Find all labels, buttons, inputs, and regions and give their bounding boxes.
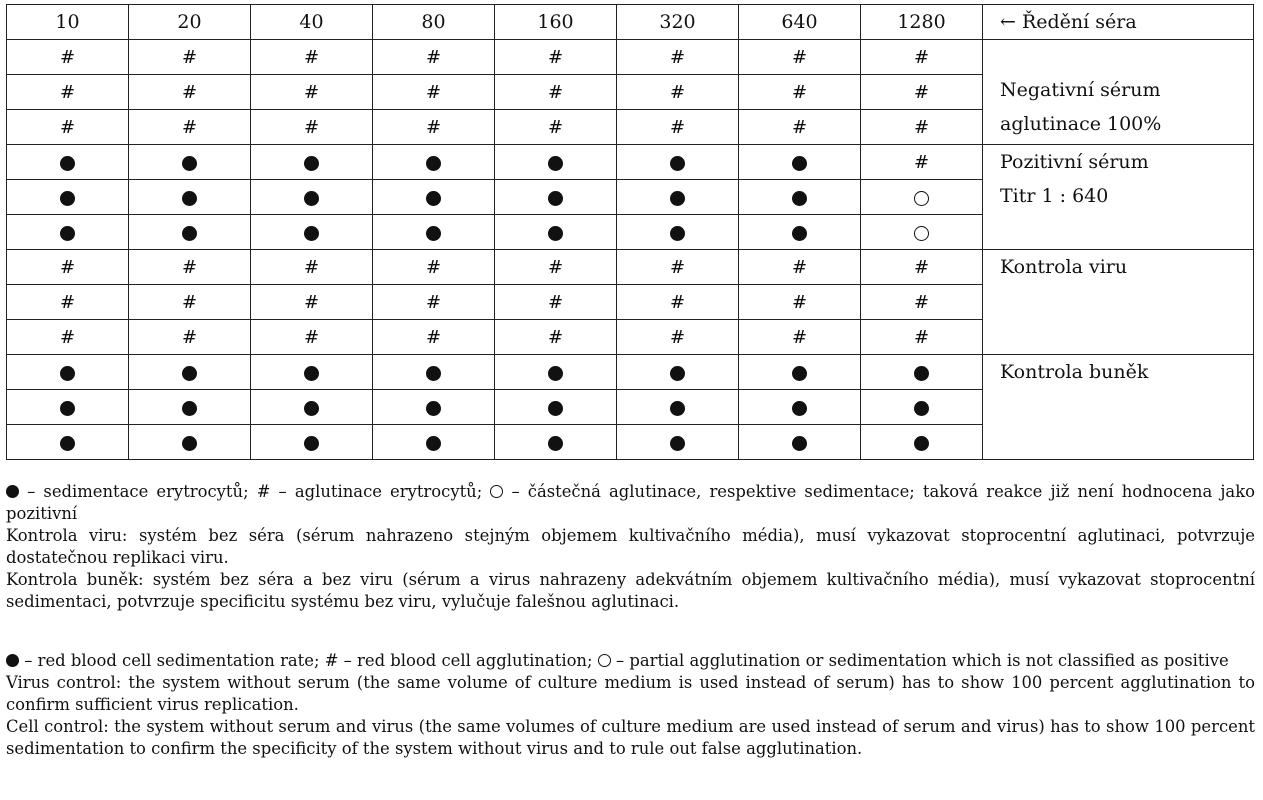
- well-cell: [861, 110, 983, 145]
- well-cell: [251, 250, 373, 285]
- agglutination-hash-symbol: #: [59, 47, 76, 69]
- serum-dilution-label: ← Ředění séra: [983, 5, 1254, 40]
- dilution-header-cell: 80: [373, 5, 495, 40]
- filled-circle-icon: [670, 401, 685, 416]
- well-cell: [495, 215, 617, 250]
- agglutination-hash-symbol: #: [303, 47, 320, 69]
- well-cell: [495, 180, 617, 215]
- well-cell: [373, 145, 495, 180]
- group-label-2: [983, 250, 1254, 355]
- well-cell: [861, 180, 983, 215]
- agglutination-hash-symbol: #: [913, 47, 930, 69]
- table-row: [7, 355, 1254, 390]
- agglutination-hash-symbol: #: [791, 117, 808, 139]
- filled-circle-icon: [182, 191, 197, 206]
- filled-circle-icon: [60, 226, 75, 241]
- dilution-header-cell: 640: [739, 5, 861, 40]
- well-cell: [129, 110, 251, 145]
- filled-circle-icon: [548, 436, 563, 451]
- well-cell: [251, 355, 373, 390]
- filled-circle-icon: [914, 401, 929, 416]
- filled-circle-icon: [182, 401, 197, 416]
- well-cell: [739, 390, 861, 425]
- group-label-3: [983, 355, 1254, 460]
- well-cell: [861, 75, 983, 110]
- notes-english: [6, 650, 1255, 760]
- legend-english: [6, 650, 1255, 672]
- agglutination-hash-symbol: #: [913, 327, 930, 349]
- well-cell: [373, 425, 495, 460]
- well-cell: [251, 75, 373, 110]
- notes-czech: [6, 481, 1255, 613]
- group-label-line: Negativní sérum: [1000, 79, 1161, 101]
- well-cell: [373, 40, 495, 75]
- filled-circle-icon: [426, 226, 441, 241]
- well-cell: [861, 40, 983, 75]
- agglutination-hash-symbol: #: [303, 82, 320, 104]
- agglutination-hash-symbol: #: [547, 327, 564, 349]
- well-cell: [739, 40, 861, 75]
- well-cell: [495, 425, 617, 460]
- filled-circle-icon: [426, 436, 441, 451]
- agglutination-hash-symbol: #: [913, 152, 930, 174]
- well-cell: [739, 425, 861, 460]
- dilution-header-cell: 20: [129, 5, 251, 40]
- well-cell: [373, 215, 495, 250]
- agglutination-hash-symbol: #: [791, 257, 808, 279]
- well-cell: [739, 355, 861, 390]
- well-cell: [7, 75, 129, 110]
- group-label-1: [983, 145, 1254, 250]
- filled-circle-icon: [60, 191, 75, 206]
- filled-circle-icon: [426, 156, 441, 171]
- well-cell: [495, 390, 617, 425]
- filled-circle-icon: [60, 156, 75, 171]
- well-cell: [7, 215, 129, 250]
- agglutination-hash-symbol: #: [913, 82, 930, 104]
- well-cell: [251, 390, 373, 425]
- filled-circle-icon: [60, 366, 75, 381]
- well-cell: [7, 425, 129, 460]
- agglutination-hash-symbol: #: [547, 117, 564, 139]
- agglutination-hash-symbol: #: [913, 292, 930, 314]
- well-cell: [373, 320, 495, 355]
- filled-circle-icon: [182, 366, 197, 381]
- well-cell: [739, 75, 861, 110]
- agglutination-hash-symbol: #: [669, 117, 686, 139]
- agglutination-hash-symbol: #: [181, 292, 198, 314]
- well-cell: [739, 145, 861, 180]
- well-cell: [495, 110, 617, 145]
- well-cell: [739, 215, 861, 250]
- filled-circle-icon: [914, 436, 929, 451]
- dilution-header-cell: 40: [251, 5, 373, 40]
- well-cell: [129, 355, 251, 390]
- well-cell: [251, 215, 373, 250]
- well-cell: [7, 40, 129, 75]
- filled-circle-icon: [304, 226, 319, 241]
- dilution-header-cell: 10: [7, 5, 129, 40]
- well-cell: [739, 180, 861, 215]
- well-cell: [251, 425, 373, 460]
- filled-circle-icon: [304, 436, 319, 451]
- filled-circle-icon: [548, 226, 563, 241]
- filled-circle-icon: [304, 401, 319, 416]
- well-cell: [495, 250, 617, 285]
- filled-circle-icon: [670, 436, 685, 451]
- well-cell: [861, 250, 983, 285]
- filled-circle-icon: [792, 191, 807, 206]
- filled-circle-icon: [548, 156, 563, 171]
- agglutination-hash-symbol: #: [59, 327, 76, 349]
- filled-circle-icon: [792, 436, 807, 451]
- well-cell: [617, 215, 739, 250]
- agglutination-hash-symbol: #: [669, 292, 686, 314]
- agglutination-hash-symbol: #: [547, 82, 564, 104]
- well-cell: [373, 390, 495, 425]
- well-cell: [129, 40, 251, 75]
- well-cell: [251, 145, 373, 180]
- hemagglutination-inhibition-table-wrap: [6, 4, 1253, 462]
- filled-circle-icon: [792, 226, 807, 241]
- agglutination-hash-symbol: #: [669, 327, 686, 349]
- well-cell: [861, 285, 983, 320]
- table-row: [7, 250, 1254, 285]
- dilution-header-cell: 1280: [861, 5, 983, 40]
- filled-circle-icon: [670, 191, 685, 206]
- well-cell: [617, 40, 739, 75]
- well-cell: [251, 110, 373, 145]
- agglutination-hash-symbol: #: [791, 292, 808, 314]
- legend-czech: [6, 481, 1255, 525]
- filled-circle-icon: [792, 366, 807, 381]
- filled-circle-icon: [670, 226, 685, 241]
- well-cell: [617, 180, 739, 215]
- well-cell: [861, 145, 983, 180]
- agglutination-hash-symbol: #: [547, 47, 564, 69]
- agglutination-hash-symbol: #: [791, 47, 808, 69]
- well-cell: [251, 180, 373, 215]
- well-cell: [129, 285, 251, 320]
- agglutination-hash-symbol: #: [303, 117, 320, 139]
- well-cell: [373, 355, 495, 390]
- open-circle-icon: [598, 654, 611, 667]
- agglutination-hash-symbol: #: [669, 82, 686, 104]
- group-label-0: [983, 40, 1254, 145]
- filled-circle-icon: [548, 366, 563, 381]
- well-cell: [617, 320, 739, 355]
- open-circle-icon: [914, 191, 929, 206]
- filled-circle-icon: [60, 436, 75, 451]
- well-cell: [373, 250, 495, 285]
- hemagglutination-inhibition-table: [6, 4, 1254, 460]
- well-cell: [7, 145, 129, 180]
- well-cell: [129, 180, 251, 215]
- agglutination-hash-symbol: #: [425, 82, 442, 104]
- agglutination-hash-symbol: #: [59, 257, 76, 279]
- well-cell: [495, 355, 617, 390]
- well-cell: [495, 320, 617, 355]
- filled-circle-icon: [304, 156, 319, 171]
- legend-czech-tail: – částečná aglutinace, respektive sedimentace; taková reakce již není hodnocena jako pozitivní: [6, 482, 1256, 523]
- well-cell: [7, 250, 129, 285]
- filled-circle-icon: [60, 401, 75, 416]
- agglutination-hash-symbol: #: [547, 257, 564, 279]
- open-circle-icon: [914, 226, 929, 241]
- agglutination-hash-symbol: #: [59, 292, 76, 314]
- agglutination-hash-symbol: #: [425, 257, 442, 279]
- cell-control-czech: Kontrola buněk: systém bez séra a bez viru (sérum a virus nahrazeny adekvátním objemem kultivačního média), musí vykazovat stoprocentní sedimentaci, potvrzuje specificitu systému bez viru, vylučuje falešnou aglutinaci.: [6, 570, 1255, 611]
- agglutination-hash-symbol: #: [669, 257, 686, 279]
- well-cell: [739, 285, 861, 320]
- agglutination-hash-symbol: #: [791, 327, 808, 349]
- well-cell: [373, 75, 495, 110]
- well-cell: [7, 320, 129, 355]
- well-cell: [861, 425, 983, 460]
- well-cell: [495, 75, 617, 110]
- filled-circle-icon: [182, 226, 197, 241]
- well-cell: [373, 110, 495, 145]
- well-cell: [129, 145, 251, 180]
- well-cell: [617, 285, 739, 320]
- dilution-header-row: [7, 5, 1254, 40]
- agglutination-hash-symbol: #: [425, 292, 442, 314]
- group-label-line: Titr 1 : 640: [1000, 185, 1109, 207]
- agglutination-hash-symbol: #: [181, 82, 198, 104]
- agglutination-hash-symbol: #: [59, 82, 76, 104]
- group-label-line: Kontrola viru: [1000, 256, 1128, 278]
- well-cell: [129, 250, 251, 285]
- well-cell: [617, 75, 739, 110]
- agglutination-hash-symbol: #: [181, 257, 198, 279]
- agglutination-hash-symbol: #: [547, 292, 564, 314]
- filled-circle-icon: [6, 654, 19, 667]
- agglutination-hash-symbol: #: [181, 327, 198, 349]
- group-label-line: aglutinace 100%: [1000, 113, 1162, 135]
- filled-circle-icon: [426, 366, 441, 381]
- filled-circle-icon: [548, 401, 563, 416]
- filled-circle-icon: [426, 191, 441, 206]
- filled-circle-icon: [426, 401, 441, 416]
- well-cell: [739, 110, 861, 145]
- well-cell: [7, 180, 129, 215]
- filled-circle-icon: [182, 156, 197, 171]
- well-cell: [7, 110, 129, 145]
- well-cell: [617, 110, 739, 145]
- agglutination-hash-symbol: #: [303, 327, 320, 349]
- legend-english-tail: – partial agglutination or sedimentation which is not classified as positive: [610, 651, 1229, 670]
- filled-circle-icon: [6, 485, 19, 498]
- well-cell: [739, 320, 861, 355]
- well-cell: [617, 145, 739, 180]
- agglutination-hash-symbol: #: [791, 82, 808, 104]
- well-cell: [495, 285, 617, 320]
- well-cell: [251, 320, 373, 355]
- well-cell: [373, 285, 495, 320]
- agglutination-hash-symbol: #: [425, 327, 442, 349]
- table-row: [7, 145, 1254, 180]
- well-cell: [129, 425, 251, 460]
- agglutination-hash-symbol: #: [303, 292, 320, 314]
- well-cell: [129, 390, 251, 425]
- agglutination-hash-symbol: #: [181, 47, 198, 69]
- group-label-line: Kontrola buněk: [1000, 361, 1149, 383]
- well-cell: [495, 40, 617, 75]
- dilution-header-cell: 320: [617, 5, 739, 40]
- filled-circle-icon: [914, 366, 929, 381]
- table-row: [7, 40, 1254, 75]
- filled-circle-icon: [182, 436, 197, 451]
- well-cell: [495, 145, 617, 180]
- open-circle-icon: [490, 485, 503, 498]
- agglutination-hash-symbol: #: [59, 117, 76, 139]
- well-cell: [861, 390, 983, 425]
- filled-circle-icon: [792, 401, 807, 416]
- agglutination-hash-symbol: #: [425, 117, 442, 139]
- group-label-line: Pozitivní sérum: [1000, 151, 1149, 173]
- virus-control-english: Virus control: the system without serum (the same volume of culture medium is used instead of serum) has to show 100 percent agglutination to confirm sufficient virus replication.: [6, 673, 1255, 714]
- legend-czech-text: – sedimentace erytrocytů; # – aglutinace erytrocytů;: [19, 482, 491, 501]
- agglutination-hash-symbol: #: [669, 47, 686, 69]
- well-cell: [617, 250, 739, 285]
- agglutination-hash-symbol: #: [303, 257, 320, 279]
- agglutination-hash-symbol: #: [913, 117, 930, 139]
- filled-circle-icon: [670, 366, 685, 381]
- filled-circle-icon: [548, 191, 563, 206]
- dilution-header-cell: 160: [495, 5, 617, 40]
- well-cell: [129, 215, 251, 250]
- agglutination-hash-symbol: #: [425, 47, 442, 69]
- well-cell: [251, 40, 373, 75]
- legend-english-text: – red blood cell sedimentation rate; # – red blood cell agglutination;: [19, 651, 598, 670]
- well-cell: [129, 75, 251, 110]
- well-cell: [617, 355, 739, 390]
- filled-circle-icon: [670, 156, 685, 171]
- well-cell: [251, 285, 373, 320]
- cell-control-english: Cell control: the system without serum and virus (the same volumes of culture medium are used instead of serum and virus) has to show 100 percent sedimentation to confirm the specificity of the system without virus and to rule out false agglutination.: [6, 717, 1255, 758]
- agglutination-hash-symbol: #: [181, 117, 198, 139]
- agglutination-hash-symbol: #: [913, 257, 930, 279]
- well-cell: [861, 215, 983, 250]
- filled-circle-icon: [304, 366, 319, 381]
- well-cell: [129, 320, 251, 355]
- well-cell: [7, 355, 129, 390]
- well-cell: [373, 180, 495, 215]
- well-cell: [617, 425, 739, 460]
- filled-circle-icon: [304, 191, 319, 206]
- well-cell: [861, 355, 983, 390]
- well-cell: [617, 390, 739, 425]
- well-cell: [7, 390, 129, 425]
- well-cell: [7, 285, 129, 320]
- virus-control-czech: Kontrola viru: systém bez séra (sérum nahrazeno stejným objemem kultivačního média), musí vykazovat stoprocentní aglutinaci, potvrzuje dostatečnou replikaci viru.: [6, 526, 1255, 567]
- filled-circle-icon: [792, 156, 807, 171]
- well-cell: [861, 320, 983, 355]
- well-cell: [739, 250, 861, 285]
